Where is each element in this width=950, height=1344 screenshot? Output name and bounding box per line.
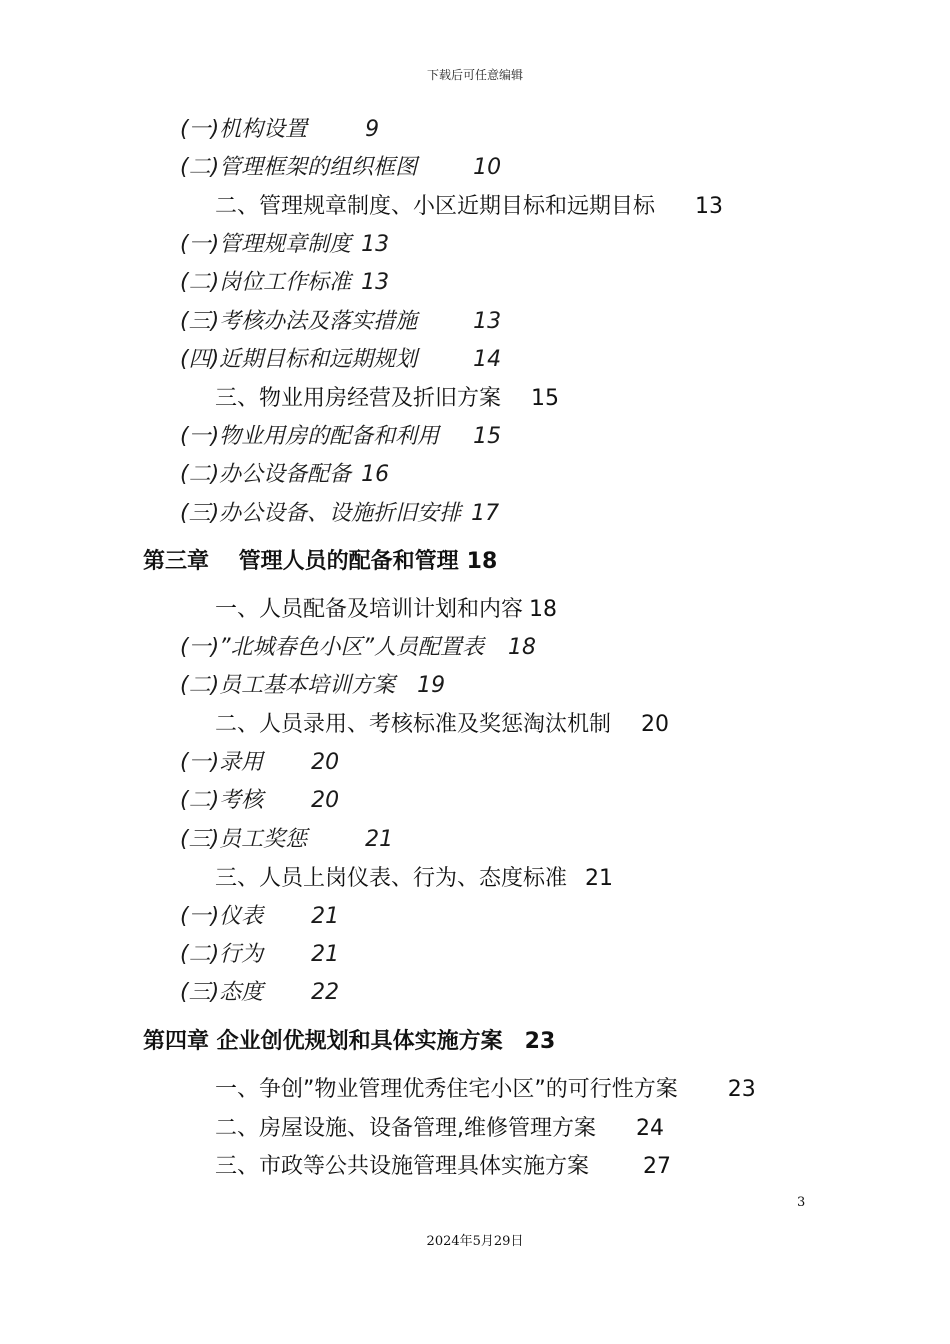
toc-entry[interactable]	[180, 899, 339, 930]
toc-entry-title: (二)岗位工作标准	[180, 270, 352, 295]
toc-entry-title: (三)员工奖惩	[180, 827, 308, 852]
toc-entry-page: 15	[531, 386, 560, 411]
toc-entry-title: (二)管理框架的组织框图	[180, 155, 418, 180]
toc-chapter-title: 第四章 企业创优规划和具体实施方案	[143, 1029, 503, 1054]
page-header: 下载后可任意编辑	[426, 68, 523, 82]
toc-entry-title: 二、人员录用、考核标准及奖惩淘汰机制	[215, 712, 612, 737]
toc-entry-page: 21	[311, 904, 340, 929]
toc-entry-title: 二、房屋设施、设备管理,维修管理方案	[215, 1116, 596, 1141]
toc-entry-page: 20	[311, 750, 340, 775]
toc-entry[interactable]	[215, 1149, 671, 1180]
toc-entry-title: 一、人员配备及培训计划和内容	[215, 597, 524, 622]
toc-entry[interactable]	[180, 975, 339, 1006]
toc-entry[interactable]	[180, 265, 389, 296]
toc-entry[interactable]	[180, 783, 339, 814]
toc-entry[interactable]	[180, 822, 393, 853]
toc-entry-page: 13	[473, 309, 502, 334]
toc-entry-page: 18	[529, 597, 558, 622]
toc-chapter-title: 第三章 管理人员的配备和管理	[143, 549, 459, 574]
toc-entry[interactable]	[180, 496, 499, 527]
toc-entry-title: (二)员工基本培训方案	[180, 673, 396, 698]
toc-entry-page: 18	[507, 635, 536, 660]
toc-entry[interactable]	[215, 189, 723, 220]
toc-entry-title: (一)录用	[180, 750, 264, 775]
toc-entry-title: (三)态度	[180, 980, 264, 1005]
toc-entry-page: 17	[471, 501, 500, 526]
toc-entry-title: (二)行为	[180, 942, 264, 967]
toc-chapter[interactable]	[143, 544, 497, 575]
toc-chapter[interactable]	[143, 1024, 555, 1055]
toc-entry-title: (一)物业用房的配备和利用	[180, 424, 440, 449]
toc-entry[interactable]	[180, 304, 501, 335]
toc-entry-title: (一)管理规章制度	[180, 232, 352, 257]
toc-entry-title: 三、人员上岗仪表、行为、态度标准	[215, 866, 568, 891]
toc-entry-page: 13	[361, 270, 390, 295]
toc-entry-page: 21	[311, 942, 340, 967]
toc-entry-title: (三)办公设备、设施折旧安排	[180, 501, 462, 526]
toc-entry[interactable]	[180, 937, 339, 968]
toc-entry[interactable]	[215, 381, 559, 412]
toc-entry-page: 24	[636, 1116, 664, 1141]
toc-entry[interactable]	[215, 1111, 664, 1142]
toc-entry[interactable]	[180, 150, 501, 181]
toc-entry-page: 13	[695, 194, 724, 219]
toc-entry-page: 15	[473, 424, 502, 449]
toc-entry-page: 16	[361, 462, 390, 487]
toc-entry[interactable]	[180, 457, 389, 488]
toc-entry-title: 一、争创”物业管理优秀住宅小区”的可行性方案	[215, 1077, 678, 1102]
toc-entry-page: 10	[473, 155, 502, 180]
toc-entry[interactable]	[180, 419, 501, 450]
toc-entry-title: (一)仪表	[180, 904, 264, 929]
toc-entry[interactable]	[180, 227, 389, 258]
page-number: 3	[797, 1195, 806, 1210]
toc-entry-page: 21	[365, 827, 394, 852]
toc-entry-page: 21	[585, 866, 614, 891]
toc-entry[interactable]	[215, 1072, 756, 1103]
toc-entry-page: 14	[473, 347, 502, 372]
toc-entry[interactable]	[215, 592, 557, 623]
toc-entry-page: 9	[365, 117, 380, 142]
toc-entry-title: (二)考核	[180, 788, 264, 813]
toc-entry[interactable]	[180, 668, 445, 699]
toc-entry[interactable]	[180, 630, 536, 661]
toc-entry-title: (三)考核办法及落实措施	[180, 309, 418, 334]
footer-date: 2024年5月29日	[426, 1234, 524, 1249]
toc-entry-page: 27	[643, 1154, 672, 1179]
toc-entry-title: 三、物业用房经营及折旧方案	[215, 386, 502, 411]
toc-entry-page: 23	[727, 1077, 756, 1102]
toc-entry-page: 13	[361, 232, 390, 257]
toc-entry-page: 20	[311, 788, 340, 813]
toc-entry-title: (二)办公设备配备	[180, 462, 352, 487]
toc-entry-page: 20	[641, 712, 670, 737]
toc-entry[interactable]	[215, 707, 669, 738]
toc-entry[interactable]	[180, 112, 379, 143]
toc-entry[interactable]	[180, 342, 501, 373]
toc-entry-title: 二、管理规章制度、小区近期目标和远期目标	[215, 194, 656, 219]
toc-entry-title: 三、市政等公共设施管理具体实施方案	[215, 1154, 590, 1179]
toc-entry-title: (一)”北城春色小区”人员配置表	[180, 635, 484, 660]
toc-entry[interactable]	[180, 745, 339, 776]
toc-entry-title: (四)近期目标和远期规划	[180, 347, 418, 372]
toc-entry-title: (一)机构设置	[180, 117, 308, 142]
toc-entry-page: 18	[466, 549, 498, 574]
toc-entry-page: 23	[524, 1029, 556, 1054]
toc-entry[interactable]	[215, 861, 613, 892]
toc-entry-page: 19	[417, 673, 446, 698]
toc-entry-page: 22	[311, 980, 340, 1005]
